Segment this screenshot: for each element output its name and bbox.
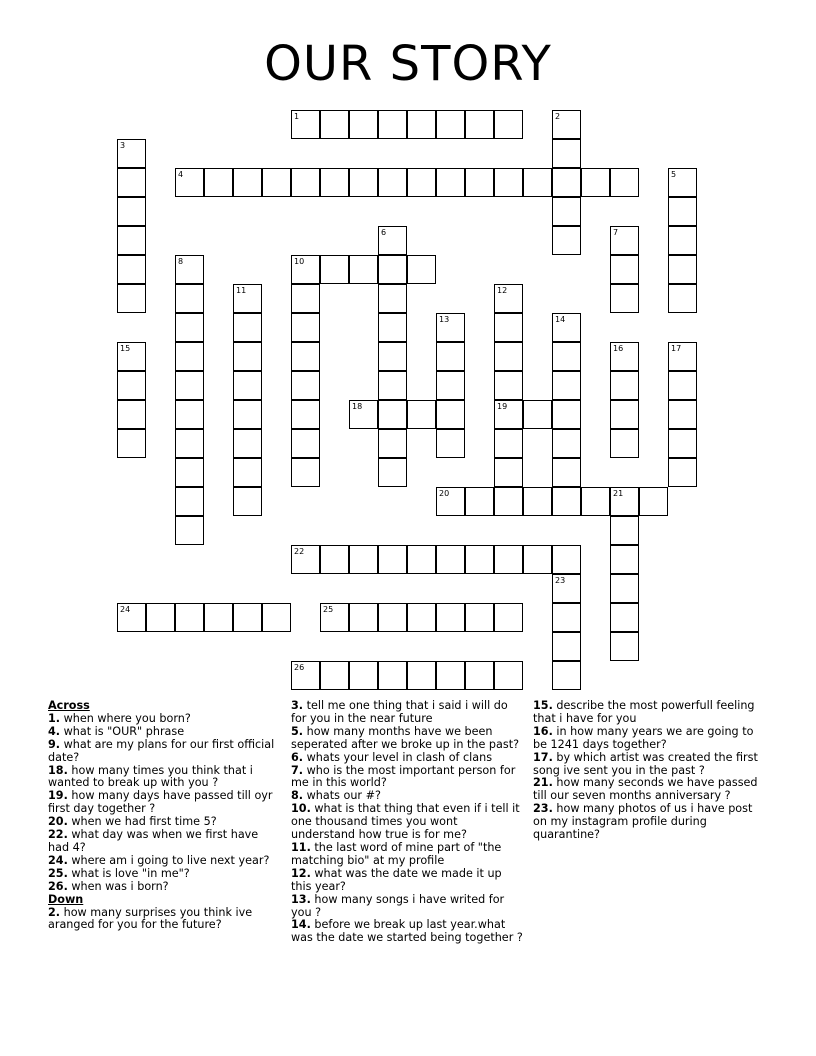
grid-cell[interactable] bbox=[523, 168, 552, 197]
clues-column-1 bbox=[48, 700, 280, 932]
grid-cell[interactable] bbox=[552, 371, 581, 400]
grid-cell[interactable] bbox=[465, 661, 494, 690]
clue-across-22 bbox=[48, 829, 280, 855]
cell-number: 17 bbox=[671, 344, 682, 353]
grid-cell[interactable] bbox=[378, 429, 407, 458]
grid-cell[interactable] bbox=[610, 429, 639, 458]
grid-cell[interactable] bbox=[117, 197, 146, 226]
grid-cell[interactable] bbox=[378, 545, 407, 574]
grid-cell[interactable] bbox=[291, 110, 320, 139]
cell-number: 11 bbox=[236, 286, 247, 295]
grid-cell[interactable] bbox=[349, 400, 378, 429]
cell-number: 2 bbox=[555, 112, 561, 121]
clue-text: by which artist was created the first song ive sent you in the past ? bbox=[533, 750, 758, 777]
grid-cell[interactable] bbox=[204, 603, 233, 632]
clue-text: when where you born? bbox=[63, 711, 191, 725]
cell-number: 21 bbox=[613, 489, 624, 498]
grid-cell[interactable] bbox=[117, 371, 146, 400]
clue-text: what is "OUR" phrase bbox=[63, 724, 185, 738]
clue-text: tell me one thing that i said i will do for you in the near future bbox=[291, 699, 508, 725]
grid-cell[interactable] bbox=[378, 400, 407, 429]
grid-cell[interactable] bbox=[494, 371, 523, 400]
grid-cell[interactable] bbox=[610, 545, 639, 574]
cell-number: 25 bbox=[323, 605, 334, 614]
clue-number: 17. bbox=[533, 750, 553, 764]
grid-cell[interactable] bbox=[233, 342, 262, 371]
grid-cell[interactable] bbox=[668, 226, 697, 255]
grid-cell[interactable] bbox=[494, 458, 523, 487]
grid-cell[interactable] bbox=[378, 255, 407, 284]
clue-text: how many surprises you think ive aranged for you for the future? bbox=[48, 905, 253, 932]
grid-cell[interactable] bbox=[668, 342, 697, 371]
grid-cell[interactable] bbox=[523, 545, 552, 574]
clue-across-9 bbox=[48, 739, 280, 765]
clue-number: 19. bbox=[48, 789, 68, 803]
grid-cell[interactable] bbox=[117, 139, 146, 168]
grid-cell[interactable] bbox=[378, 661, 407, 690]
clue-text: how many songs i have writed for you ? bbox=[291, 892, 505, 919]
grid-cell[interactable] bbox=[117, 226, 146, 255]
grid-cell[interactable] bbox=[552, 139, 581, 168]
cell-number: 23 bbox=[555, 576, 566, 585]
clue-text: how many times you think that i wanted to break up with you ? bbox=[48, 763, 253, 790]
clues-column-2 bbox=[291, 700, 523, 945]
grid-cell[interactable] bbox=[407, 110, 436, 139]
clue-down-2 bbox=[48, 907, 280, 933]
grid-cell[interactable] bbox=[610, 168, 639, 197]
cell-number: 15 bbox=[120, 344, 131, 353]
cell-number: 26 bbox=[294, 663, 305, 672]
grid-cell[interactable] bbox=[233, 400, 262, 429]
grid-cell[interactable] bbox=[494, 487, 523, 516]
grid-cell[interactable] bbox=[494, 313, 523, 342]
clue-text: how many photos of us i have post on my instagram profile during quarantine? bbox=[533, 802, 753, 842]
grid-cell[interactable] bbox=[291, 429, 320, 458]
grid-cell[interactable] bbox=[378, 342, 407, 371]
grid-cell[interactable] bbox=[552, 110, 581, 139]
clue-down-3 bbox=[291, 700, 523, 726]
grid-cell[interactable] bbox=[668, 458, 697, 487]
grid-cell[interactable] bbox=[494, 342, 523, 371]
clue-text: what are my plans for our first official date? bbox=[48, 737, 275, 764]
grid-cell[interactable] bbox=[552, 168, 581, 197]
grid-cell[interactable] bbox=[262, 168, 291, 197]
grid-cell[interactable] bbox=[494, 603, 523, 632]
clue-text: whats your level in clash of clans bbox=[306, 750, 493, 764]
grid-cell[interactable] bbox=[668, 284, 697, 313]
clue-number: 4. bbox=[48, 724, 61, 738]
grid-cell[interactable] bbox=[175, 313, 204, 342]
grid-cell[interactable] bbox=[552, 661, 581, 690]
clue-number: 3. bbox=[291, 699, 304, 712]
grid-cell[interactable] bbox=[291, 661, 320, 690]
clue-text: what day was when we first have had 4? bbox=[48, 828, 259, 854]
clue-number: 11. bbox=[291, 840, 311, 854]
clue-number: 14. bbox=[291, 918, 311, 932]
grid-cell[interactable] bbox=[378, 458, 407, 487]
grid-cell[interactable] bbox=[378, 226, 407, 255]
clue-number: 20. bbox=[48, 815, 68, 829]
grid-cell[interactable] bbox=[610, 487, 639, 516]
grid-cell[interactable] bbox=[552, 313, 581, 342]
grid-cell[interactable] bbox=[407, 400, 436, 429]
grid-cell[interactable] bbox=[552, 458, 581, 487]
down-heading: Down bbox=[48, 892, 84, 906]
clue-number: 26. bbox=[48, 879, 68, 893]
cell-number: 7 bbox=[613, 228, 619, 237]
grid-cell[interactable] bbox=[552, 226, 581, 255]
grid-cell[interactable] bbox=[291, 342, 320, 371]
grid-cell[interactable] bbox=[610, 516, 639, 545]
grid-cell[interactable] bbox=[320, 110, 349, 139]
grid-cell[interactable] bbox=[378, 284, 407, 313]
cell-number: 3 bbox=[120, 141, 126, 150]
grid-cell[interactable] bbox=[610, 342, 639, 371]
clue-number: 1. bbox=[48, 711, 61, 725]
grid-cell[interactable] bbox=[233, 168, 262, 197]
grid-cell[interactable] bbox=[436, 487, 465, 516]
clue-across-26 bbox=[48, 881, 280, 894]
clue-number: 7. bbox=[291, 763, 304, 777]
grid-cell[interactable] bbox=[175, 284, 204, 313]
clue-number: 22. bbox=[48, 828, 68, 842]
grid-cell[interactable] bbox=[291, 400, 320, 429]
grid-cell[interactable] bbox=[233, 371, 262, 400]
grid-cell[interactable] bbox=[407, 661, 436, 690]
grid-cell[interactable] bbox=[465, 545, 494, 574]
grid-cell[interactable] bbox=[610, 603, 639, 632]
cell-number: 12 bbox=[497, 286, 508, 295]
grid-cell[interactable] bbox=[668, 429, 697, 458]
clue-text: the last word of mine part of "the matching bio" at my profile bbox=[291, 840, 502, 867]
grid-cell[interactable] bbox=[117, 400, 146, 429]
grid-cell[interactable] bbox=[523, 487, 552, 516]
grid-cell[interactable] bbox=[291, 284, 320, 313]
clue-text: what is love "in me"? bbox=[71, 866, 190, 880]
clue-down-12 bbox=[291, 868, 523, 894]
grid-cell[interactable] bbox=[465, 603, 494, 632]
grid-cell[interactable] bbox=[349, 661, 378, 690]
grid-cell[interactable] bbox=[320, 168, 349, 197]
grid-cell[interactable] bbox=[436, 313, 465, 342]
grid-cell[interactable] bbox=[291, 313, 320, 342]
cell-number: 1 bbox=[294, 112, 300, 121]
clue-text: before we break up last year.what was the date we started being together ? bbox=[291, 918, 523, 945]
clue-text: how many months have we been seperated after we broke up in the past? bbox=[291, 724, 520, 751]
grid-cell[interactable] bbox=[349, 255, 378, 284]
grid-cell[interactable] bbox=[581, 487, 610, 516]
grid-cell[interactable] bbox=[668, 400, 697, 429]
grid-cell[interactable] bbox=[436, 400, 465, 429]
grid-cell[interactable] bbox=[320, 255, 349, 284]
clue-down-11 bbox=[291, 842, 523, 868]
grid-cell[interactable] bbox=[494, 429, 523, 458]
grid-cell[interactable] bbox=[117, 603, 146, 632]
grid-cell[interactable] bbox=[320, 545, 349, 574]
grid-cell[interactable] bbox=[175, 400, 204, 429]
grid-cell[interactable] bbox=[175, 342, 204, 371]
grid-cell[interactable] bbox=[320, 661, 349, 690]
clue-number: 18. bbox=[48, 763, 68, 777]
clue-across-18 bbox=[48, 765, 280, 791]
grid-cell[interactable] bbox=[494, 661, 523, 690]
grid-cell[interactable] bbox=[436, 429, 465, 458]
cell-number: 20 bbox=[439, 489, 450, 498]
grid-cell[interactable] bbox=[291, 458, 320, 487]
clue-number: 23. bbox=[533, 802, 553, 816]
across-heading: Across bbox=[48, 699, 90, 712]
grid-cell[interactable] bbox=[117, 429, 146, 458]
clue-down-7 bbox=[291, 765, 523, 791]
clue-down-13 bbox=[291, 894, 523, 920]
grid-cell[interactable] bbox=[436, 168, 465, 197]
grid-cell[interactable] bbox=[175, 168, 204, 197]
clue-number: 5. bbox=[291, 724, 304, 738]
clue-down-17 bbox=[533, 752, 765, 778]
grid-cell[interactable] bbox=[552, 574, 581, 603]
clue-number: 12. bbox=[291, 866, 311, 880]
clue-text: in how many years we are going to be 1241 days together? bbox=[533, 724, 754, 751]
clue-text: what is that thing that even if i tell it one thousand times you wont understand how true is for me? bbox=[291, 802, 520, 842]
grid-cell[interactable] bbox=[378, 371, 407, 400]
grid-cell[interactable] bbox=[436, 603, 465, 632]
grid-cell[interactable] bbox=[175, 255, 204, 284]
grid-cell[interactable] bbox=[436, 110, 465, 139]
grid-cell[interactable] bbox=[610, 400, 639, 429]
grid-cell[interactable] bbox=[494, 284, 523, 313]
clue-down-16 bbox=[533, 726, 765, 752]
clue-down-5 bbox=[291, 726, 523, 752]
grid-cell[interactable] bbox=[494, 168, 523, 197]
cell-number: 16 bbox=[613, 344, 624, 353]
grid-cell[interactable] bbox=[233, 487, 262, 516]
clues-column-3 bbox=[533, 700, 765, 842]
grid-cell[interactable] bbox=[552, 429, 581, 458]
grid-cell[interactable] bbox=[233, 313, 262, 342]
grid-cell[interactable] bbox=[117, 168, 146, 197]
grid-cell[interactable] bbox=[436, 342, 465, 371]
clue-number: 13. bbox=[291, 892, 311, 906]
grid-cell[interactable] bbox=[407, 545, 436, 574]
grid-cell[interactable] bbox=[668, 255, 697, 284]
clue-text: describe the most powerfull feeling that i have for you bbox=[533, 699, 755, 725]
clue-text: who is the most important person for me in this world? bbox=[291, 763, 516, 790]
cell-number: 13 bbox=[439, 315, 450, 324]
page-title: OUR STORY bbox=[264, 36, 552, 92]
clue-text: whats our #? bbox=[306, 789, 381, 803]
clue-text: what was the date we made it up this year? bbox=[291, 866, 502, 893]
grid-cell[interactable] bbox=[610, 632, 639, 661]
grid-cell[interactable] bbox=[552, 197, 581, 226]
clue-number: 10. bbox=[291, 802, 311, 816]
clue-number: 21. bbox=[533, 776, 553, 790]
clue-number: 15. bbox=[533, 699, 553, 712]
clue-number: 2. bbox=[48, 905, 61, 919]
grid-cell[interactable] bbox=[610, 226, 639, 255]
grid-cell[interactable] bbox=[610, 371, 639, 400]
grid-cell[interactable] bbox=[204, 168, 233, 197]
clue-number: 25. bbox=[48, 866, 68, 880]
grid-cell[interactable] bbox=[494, 400, 523, 429]
grid-cell[interactable] bbox=[552, 400, 581, 429]
clue-down-10 bbox=[291, 803, 523, 842]
grid-cell[interactable] bbox=[291, 168, 320, 197]
grid-cell[interactable] bbox=[233, 458, 262, 487]
grid-cell[interactable] bbox=[552, 487, 581, 516]
cell-number: 18 bbox=[352, 402, 363, 411]
grid-cell[interactable] bbox=[407, 168, 436, 197]
clue-down-21 bbox=[533, 777, 765, 803]
grid-cell[interactable] bbox=[494, 110, 523, 139]
grid-cell[interactable] bbox=[552, 545, 581, 574]
grid-cell[interactable] bbox=[175, 458, 204, 487]
grid-cell[interactable] bbox=[465, 168, 494, 197]
grid-cell[interactable] bbox=[494, 545, 523, 574]
cell-number: 4 bbox=[178, 170, 184, 179]
grid-cell[interactable] bbox=[639, 487, 668, 516]
cell-number: 24 bbox=[120, 605, 131, 614]
cell-number: 19 bbox=[497, 402, 508, 411]
grid-cell[interactable] bbox=[291, 255, 320, 284]
grid-cell[interactable] bbox=[349, 168, 378, 197]
grid-cell[interactable] bbox=[349, 545, 378, 574]
cell-number: 22 bbox=[294, 547, 305, 556]
grid-cell[interactable] bbox=[117, 342, 146, 371]
grid-cell[interactable] bbox=[465, 110, 494, 139]
clue-text: where am i going to live next year? bbox=[71, 853, 270, 867]
grid-cell[interactable] bbox=[233, 429, 262, 458]
grid-cell[interactable] bbox=[407, 255, 436, 284]
grid-cell[interactable] bbox=[233, 603, 262, 632]
grid-cell[interactable] bbox=[436, 371, 465, 400]
grid-cell[interactable] bbox=[262, 603, 291, 632]
clue-number: 16. bbox=[533, 724, 553, 738]
grid-cell[interactable] bbox=[320, 603, 349, 632]
clue-text: when we had first time 5? bbox=[71, 815, 217, 829]
grid-cell[interactable] bbox=[291, 371, 320, 400]
clue-down-14 bbox=[291, 919, 523, 945]
grid-cell[interactable] bbox=[378, 603, 407, 632]
grid-cell[interactable] bbox=[175, 516, 204, 545]
grid-cell[interactable] bbox=[175, 371, 204, 400]
grid-cell[interactable] bbox=[349, 110, 378, 139]
grid-cell[interactable] bbox=[552, 342, 581, 371]
grid-cell[interactable] bbox=[117, 255, 146, 284]
grid-cell[interactable] bbox=[610, 284, 639, 313]
cell-number: 14 bbox=[555, 315, 566, 324]
clue-text: how many seconds we have passed till our seven months anniversary ? bbox=[533, 776, 758, 803]
grid-cell[interactable] bbox=[610, 574, 639, 603]
grid-cell[interactable] bbox=[378, 168, 407, 197]
cell-number: 6 bbox=[381, 228, 387, 237]
grid-cell[interactable] bbox=[407, 603, 436, 632]
grid-cell[interactable] bbox=[291, 545, 320, 574]
grid-cell[interactable] bbox=[175, 603, 204, 632]
grid-cell[interactable] bbox=[668, 197, 697, 226]
clue-down-23 bbox=[533, 803, 765, 842]
grid-cell[interactable] bbox=[436, 545, 465, 574]
clue-number: 9. bbox=[48, 737, 61, 751]
clue-across-19 bbox=[48, 790, 280, 816]
grid-cell[interactable] bbox=[378, 313, 407, 342]
grid-cell[interactable] bbox=[465, 487, 494, 516]
cell-number: 8 bbox=[178, 257, 184, 266]
grid-cell[interactable] bbox=[581, 168, 610, 197]
clue-down-15 bbox=[533, 700, 765, 726]
grid-cell[interactable] bbox=[668, 371, 697, 400]
grid-cell[interactable] bbox=[117, 284, 146, 313]
grid-cell[interactable] bbox=[552, 603, 581, 632]
clue-text: how many days have passed till oyr first day together ? bbox=[48, 789, 273, 816]
grid-cell[interactable] bbox=[175, 487, 204, 516]
grid-cell[interactable] bbox=[146, 603, 175, 632]
clue-text: when was i born? bbox=[71, 879, 169, 893]
grid-cell[interactable] bbox=[233, 284, 262, 313]
grid-cell[interactable] bbox=[523, 400, 552, 429]
grid-cell[interactable] bbox=[378, 110, 407, 139]
grid-cell[interactable] bbox=[175, 429, 204, 458]
grid-cell[interactable] bbox=[349, 603, 378, 632]
grid-cell[interactable] bbox=[552, 632, 581, 661]
clue-number: 6. bbox=[291, 750, 304, 764]
cell-number: 5 bbox=[671, 170, 677, 179]
grid-cell[interactable] bbox=[668, 168, 697, 197]
cell-number: 10 bbox=[294, 257, 305, 266]
clue-number: 8. bbox=[291, 789, 304, 803]
clue-number: 24. bbox=[48, 853, 68, 867]
grid-cell[interactable] bbox=[436, 661, 465, 690]
grid-cell[interactable] bbox=[610, 255, 639, 284]
